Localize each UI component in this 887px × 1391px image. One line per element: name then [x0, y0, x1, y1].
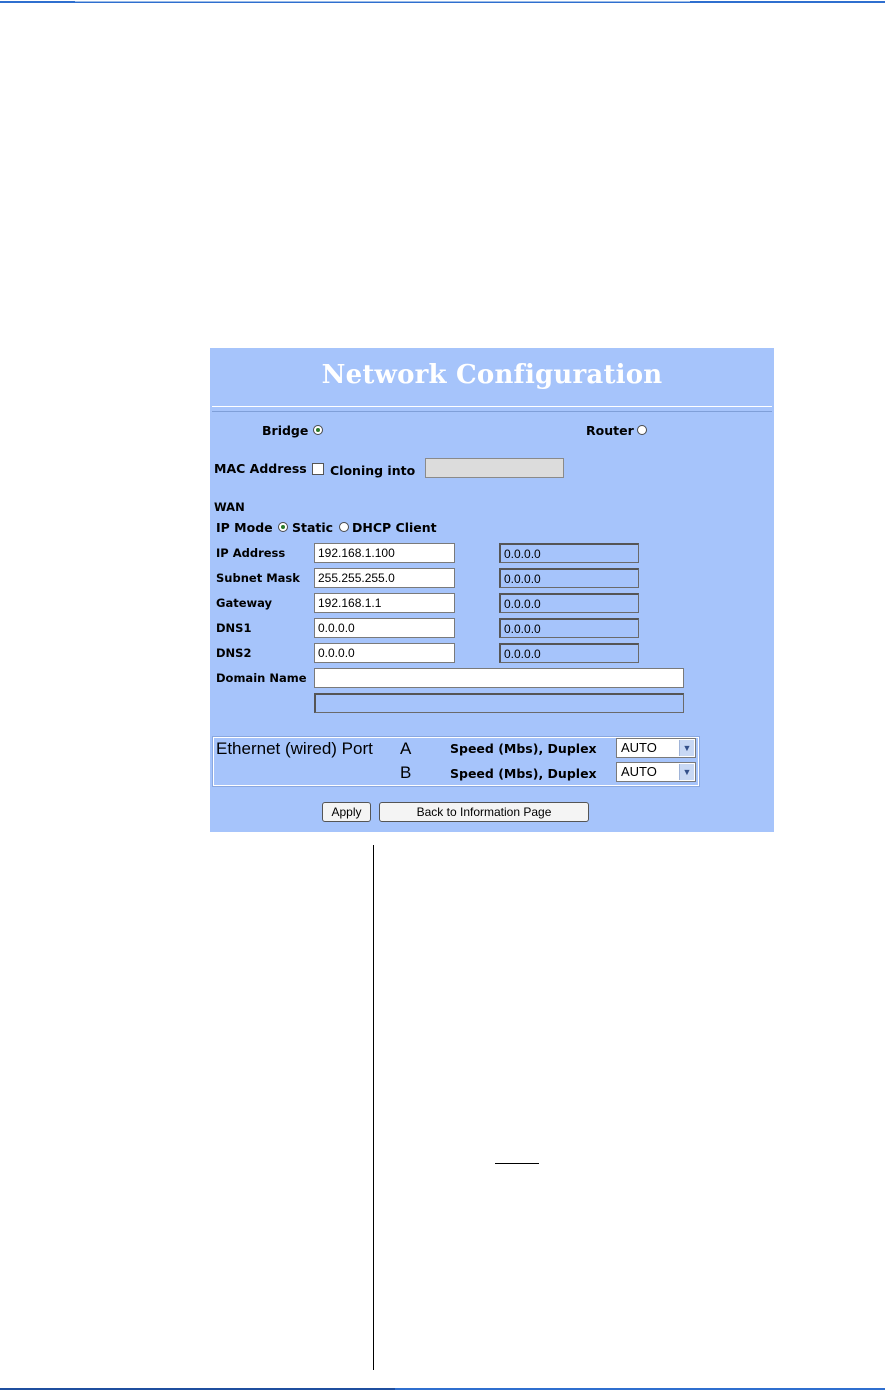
ip-address-input[interactable] — [314, 543, 455, 563]
port-a-speed-value: AUTO — [621, 740, 657, 755]
port-b-speed-label: Speed (Mbs), Duplex — [450, 766, 597, 781]
port-a-speed-label: Speed (Mbs), Duplex — [450, 741, 597, 756]
static-radio[interactable] — [278, 522, 288, 532]
dhcp-client-radio[interactable] — [339, 522, 349, 532]
subnet-mask-label: Subnet Mask — [216, 571, 300, 585]
port-b-speed-value: AUTO — [621, 764, 657, 779]
port-b-speed-select[interactable] — [616, 762, 696, 782]
subnet-mask-current — [499, 568, 639, 588]
wan-heading: WAN — [214, 500, 245, 514]
dhcp-client-label: DHCP Client — [352, 520, 437, 535]
mac-address-label: MAC Address — [214, 461, 307, 476]
ip-address-label: IP Address — [216, 546, 286, 560]
domain-name-current — [314, 693, 684, 713]
page-title: Network Configuration — [321, 360, 663, 390]
gateway-input[interactable] — [314, 593, 455, 613]
ip-mode-label: IP Mode — [216, 520, 273, 535]
port-a-name: A — [400, 739, 412, 758]
bottom-rule-accent — [0, 1388, 395, 1390]
port-b-name: B — [400, 763, 412, 782]
title-divider — [212, 406, 772, 412]
router-radio[interactable] — [637, 425, 647, 435]
margin-rule — [373, 845, 374, 1370]
network-config-panel — [210, 348, 774, 832]
dns1-label: DNS1 — [216, 621, 252, 635]
port-a-speed-select[interactable] — [616, 738, 696, 758]
mac-cloning-checkbox[interactable] — [312, 463, 324, 475]
dns2-input[interactable] — [314, 643, 455, 663]
domain-name-label: Domain Name — [216, 671, 307, 685]
dns2-label: DNS2 — [216, 646, 252, 660]
router-label: Router — [586, 423, 634, 438]
mac-cloning-input[interactable] — [425, 458, 564, 478]
ethernet-port-label: Ethernet (wired) Port — [216, 739, 373, 758]
gateway-current — [499, 593, 639, 613]
domain-name-input[interactable] — [314, 668, 684, 688]
chevron-down-icon[interactable]: ▼ — [679, 764, 694, 780]
dns1-input[interactable] — [314, 618, 455, 638]
subnet-mask-input[interactable] — [314, 568, 455, 588]
gateway-label: Gateway — [216, 596, 273, 610]
bridge-label: Bridge — [262, 423, 309, 438]
chevron-down-icon[interactable]: ▼ — [679, 740, 694, 756]
top-rule-accent — [75, 1, 690, 2]
underline-mark — [495, 1163, 539, 1164]
cloning-label: Cloning into — [330, 463, 416, 478]
dns2-current — [499, 643, 639, 663]
dns1-current — [499, 618, 639, 638]
bridge-radio[interactable] — [313, 425, 323, 435]
back-to-information-button[interactable]: Back to Information Page — [379, 802, 589, 822]
apply-button[interactable]: Apply — [322, 802, 371, 822]
static-label: Static — [292, 520, 334, 535]
ip-address-current — [499, 543, 639, 563]
